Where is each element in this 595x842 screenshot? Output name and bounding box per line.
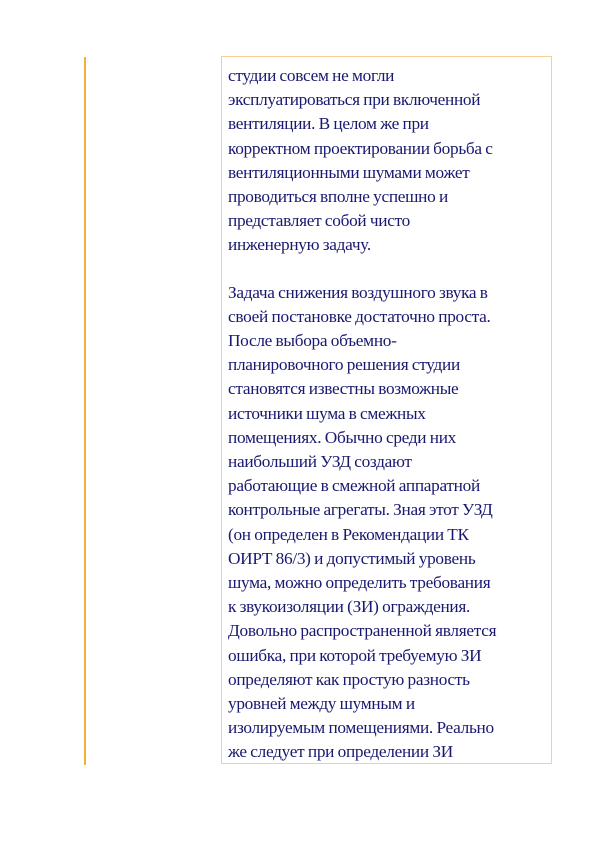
margin-rule: [84, 57, 86, 765]
text-line: ОИРТ 86/3) и допустимый уровень: [228, 548, 476, 568]
text-line: ошибка, при которой требуемую ЗИ: [228, 645, 482, 665]
text-line: наибольший УЗД создают: [228, 452, 412, 472]
text-line: корректном проектировании борьба с: [228, 138, 493, 158]
text-line: инженерную задачу.: [228, 235, 371, 255]
text-line: определяют как простую разность: [228, 669, 470, 689]
text-line: помещениях. Обычно среди них: [228, 427, 457, 447]
text-line: После выбора объемно-: [228, 331, 397, 351]
text-line: вентиляции. В целом же при: [228, 114, 429, 134]
text-line: изолируемым помещениями. Реально: [228, 718, 494, 738]
text-line: становятся известны возможные: [228, 379, 459, 399]
text-line: планировочного решения студии: [228, 355, 460, 375]
text-line: студии совсем не могли: [228, 66, 395, 85]
text-line: уровней между шумным и: [228, 694, 415, 714]
text-line: своей постановке достаточно проста.: [228, 306, 491, 326]
paragraph-1: [228, 64, 547, 258]
paragraph-2: [228, 281, 547, 764]
text-line: эксплуатироваться при включенной: [228, 90, 481, 110]
text-line: (он определен в Рекомендации ТК: [228, 524, 469, 544]
text-line: источники шума в смежных: [228, 403, 426, 423]
text-line: представляет собой чисто: [228, 211, 410, 231]
text-line: Довольно распространенной является: [228, 621, 497, 641]
text-line: же следует при определении ЗИ: [228, 742, 453, 762]
text-line: контрольные агрегаты. Зная этот УЗД: [228, 500, 493, 520]
paragraph-spacer: [228, 258, 547, 281]
text-line: к звукоизоляции (ЗИ) ограждения.: [228, 597, 471, 617]
text-frame: [221, 56, 552, 764]
text-line: вентиляционными шумами может: [228, 162, 470, 182]
text-line: работающие в смежной аппаратной: [228, 476, 480, 496]
text-line: Задача снижения воздушного звука в: [228, 282, 488, 302]
text-line: проводиться вполне успешно и: [228, 187, 448, 207]
text-line: шума, можно определить требования: [228, 573, 491, 593]
